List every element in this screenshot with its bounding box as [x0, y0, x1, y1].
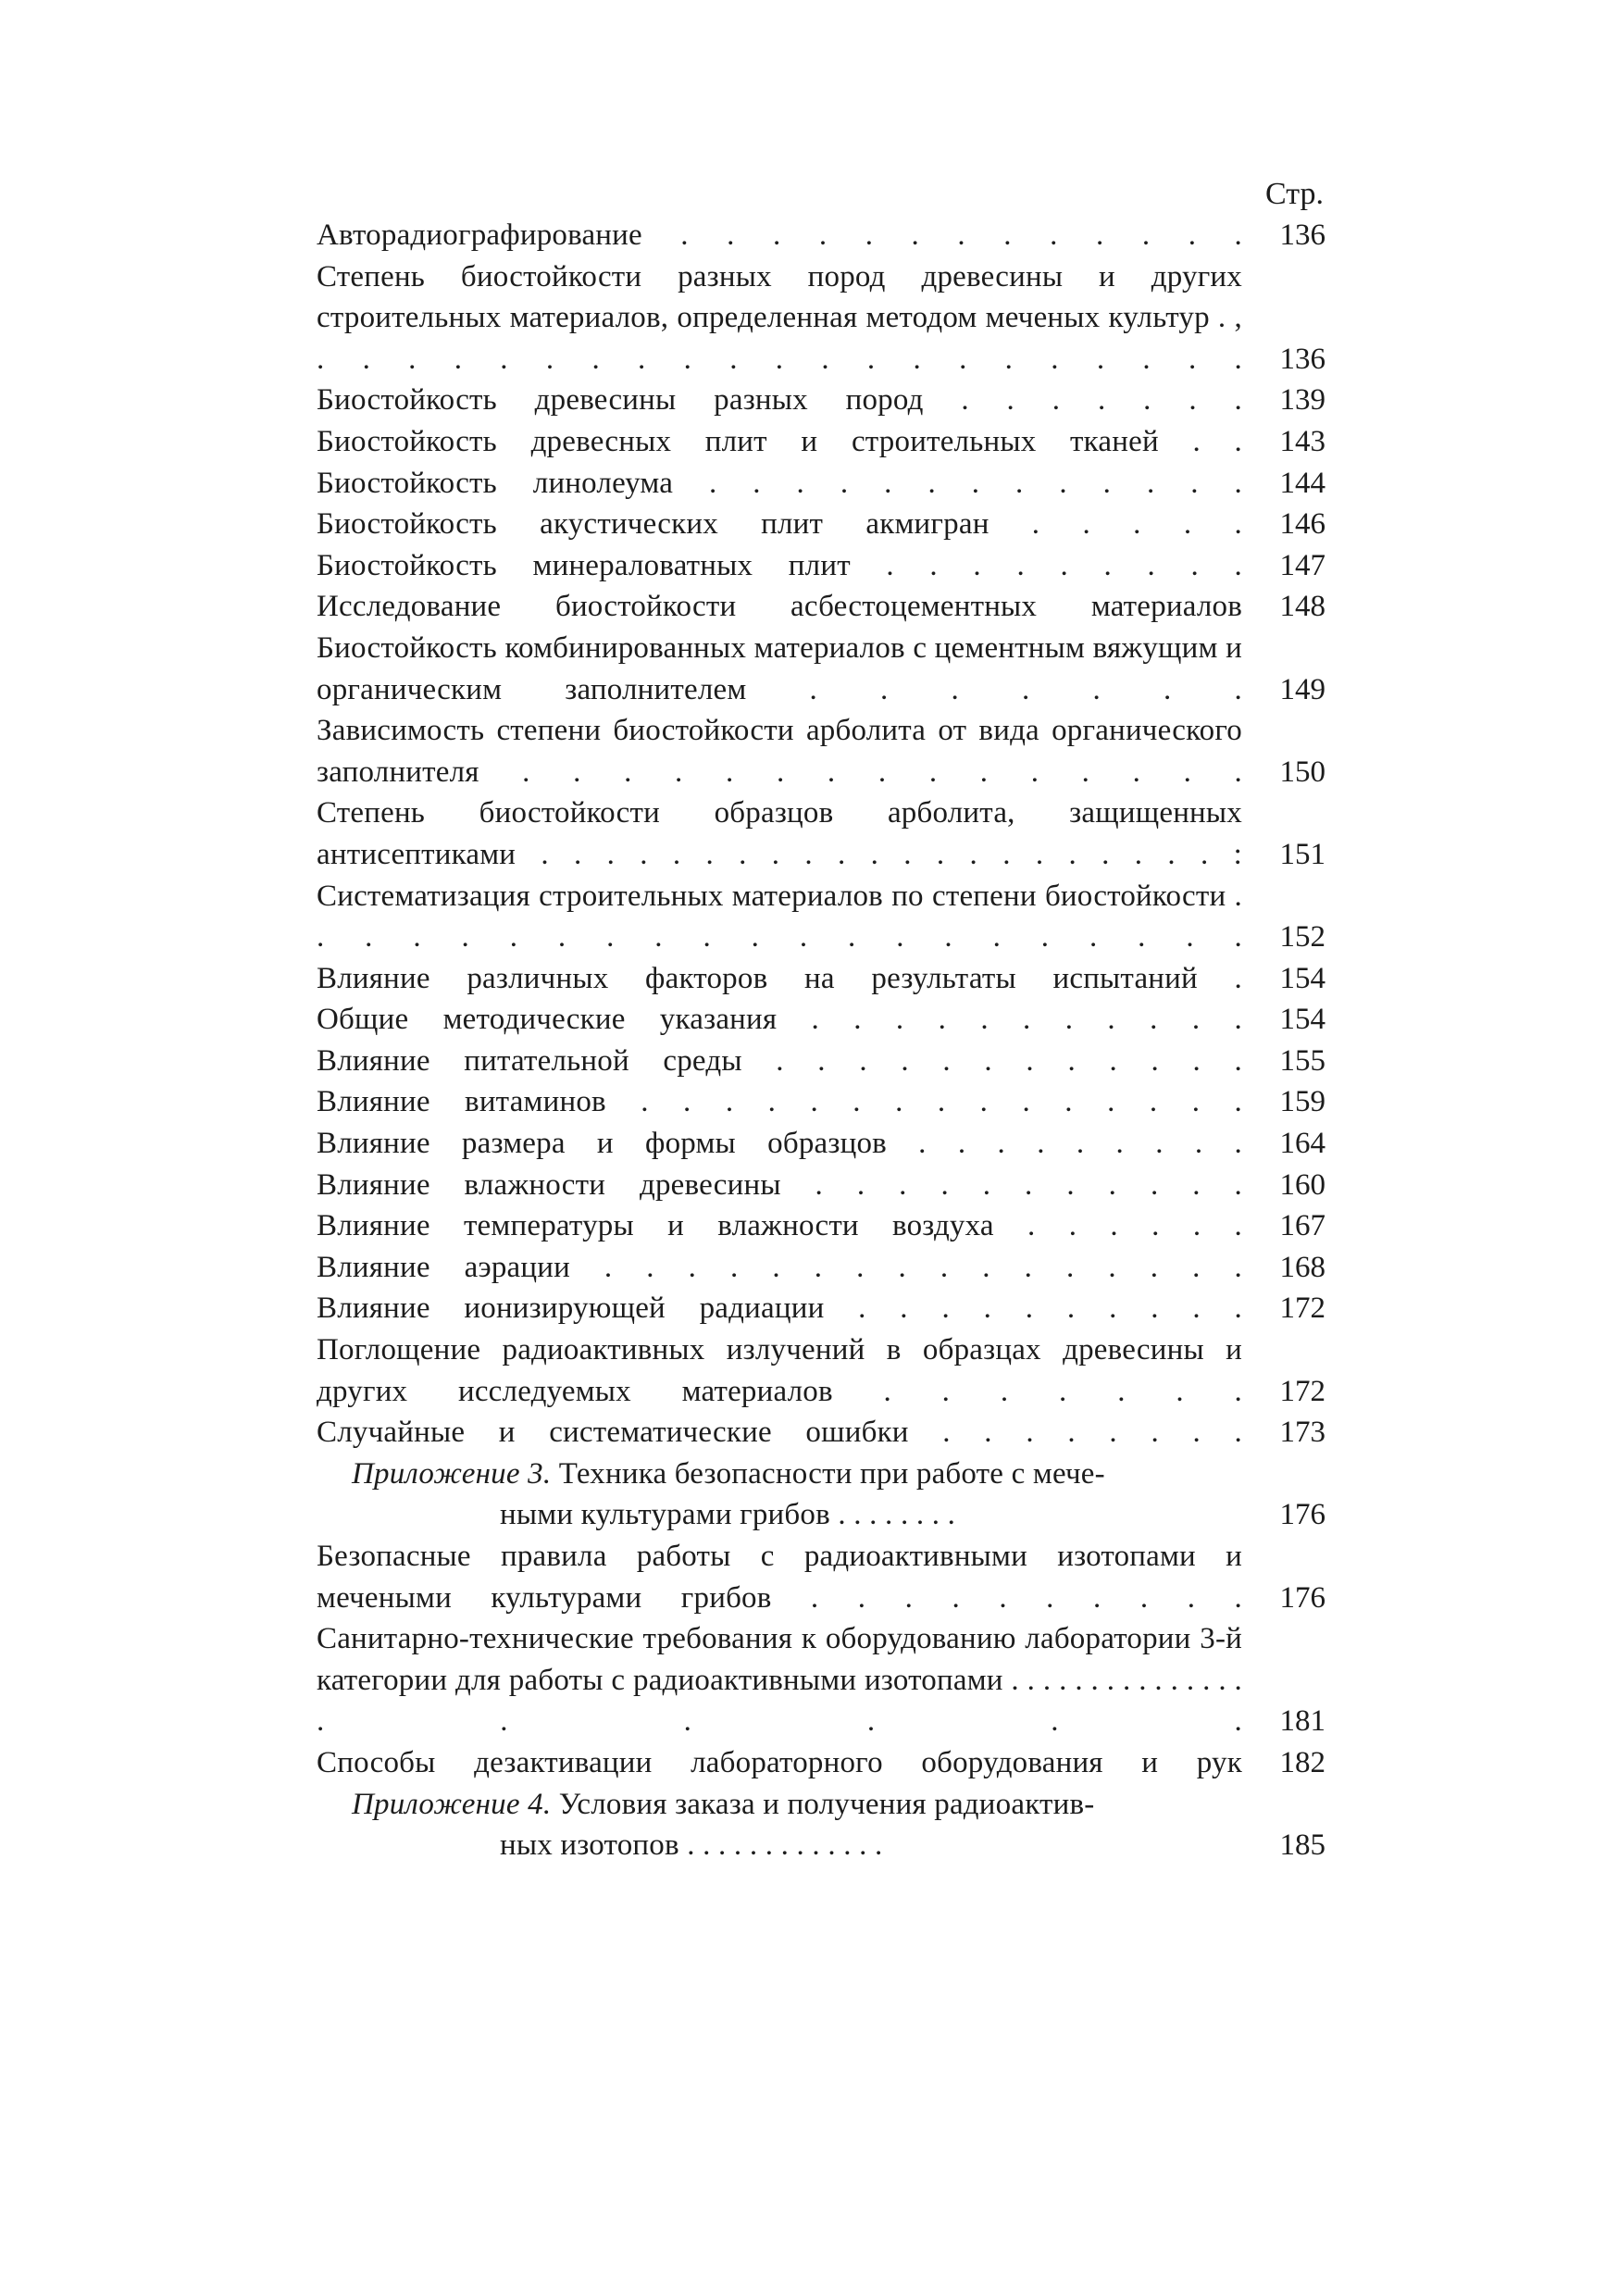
- appendix-title-line-1: Техника безопасности при работе с мече-: [558, 1456, 1105, 1491]
- toc-entry-text: Влияние различных факторов на результаты испытаний .: [317, 961, 1242, 995]
- toc-entry-text: [317, 1784, 1242, 1866]
- toc-entry-text: Способы дезактивации лабораторного оборудования и рук: [317, 1745, 1242, 1779]
- toc-entry-page-number: 172: [1279, 1292, 1326, 1326]
- toc-entry-page-number: 143: [1279, 424, 1326, 458]
- toc-entry-page-number: 172: [1279, 1374, 1326, 1408]
- toc-entries-after-appendix-3: [317, 1536, 1326, 1784]
- toc-entry: [317, 1618, 1326, 1742]
- toc-entry-page-number: 167: [1279, 1209, 1326, 1243]
- toc-entry-page-number: 176: [1279, 1498, 1326, 1532]
- toc-entry-text: Биостойкость линолеума . . . . . . . . . . . . .: [317, 466, 1242, 500]
- toc-entry-page-number: 155: [1279, 1043, 1326, 1078]
- toc-entry-text: Степень биостойкости образцов арболита, защищенных антисептиками . . . . . . . . . . . . . . . . . . . . . :: [317, 796, 1242, 871]
- toc-entry-text: Влияние размера и формы образцов . . . . . . . . .: [317, 1127, 1242, 1161]
- toc-entry-text: Биостойкость акустических плит акмигран . . . . .: [317, 507, 1242, 542]
- toc-entry-page-number: 136: [1279, 218, 1326, 252]
- toc-entry-text: Степень биостойкости разных пород древесины и других строительных материалов, определенная методом меченых культур . , . . . . . . . . . . . . . . . . . . . . .: [317, 259, 1242, 376]
- toc-entry: [317, 380, 1326, 421]
- toc-entry: [317, 1288, 1326, 1329]
- toc-entry: [317, 1329, 1326, 1412]
- toc-entry-page-number: 149: [1279, 672, 1326, 706]
- toc-entry: [317, 1165, 1326, 1206]
- toc-entry-page-number: 185: [1279, 1828, 1326, 1863]
- toc-entry-page-number: 168: [1279, 1250, 1326, 1284]
- toc-entry-text: Авторадиографирование . . . . . . . . . . . . .: [317, 218, 1242, 252]
- toc-entry-page-number: 159: [1279, 1085, 1326, 1119]
- toc-entries: [317, 215, 1326, 1454]
- toc-entry-text: Исследование биостойкости асбестоцементных материалов: [317, 590, 1242, 624]
- toc-entry-text: Поглощение радиоактивных излучений в образцах древесины и других исследуемых материалов . . . . . . .: [317, 1333, 1242, 1408]
- appendix-title-line-2: ных изотопов . . . . . . . . . . . . .: [500, 1828, 883, 1863]
- toc-entry: [317, 1412, 1326, 1454]
- toc-entry-text: Биостойкость комбинированных материалов с цементным вяжущим и органическим заполнителем . . . . . . .: [317, 630, 1242, 706]
- toc-entry-page-number: 144: [1279, 466, 1326, 500]
- appendix-title-line-2: ными культурами грибов . . . . . . . .: [500, 1498, 956, 1532]
- toc-entry-page-number: 160: [1279, 1167, 1326, 1202]
- toc-entry: [317, 876, 1326, 958]
- appendix-label: Приложение 4.: [352, 1787, 552, 1821]
- toc-entry-text: Биостойкость древесины разных пород . . . . . . .: [317, 383, 1242, 418]
- toc-entry-page-number: 146: [1279, 507, 1326, 542]
- toc-entry: [317, 999, 1326, 1041]
- toc-entry: [317, 256, 1326, 381]
- toc-entry: [317, 1536, 1326, 1618]
- toc-entry-appendix-4: [317, 1784, 1326, 1866]
- toc-entry-page-number: 147: [1279, 548, 1326, 582]
- toc-entry-text: Влияние питательной среды . . . . . . . . . . . .: [317, 1043, 1242, 1078]
- toc-entry-page-number: 148: [1279, 590, 1326, 624]
- toc-entry: [317, 545, 1326, 587]
- toc-entry: [317, 504, 1326, 545]
- table-of-contents: [317, 174, 1326, 1866]
- toc-entry-page-number: 176: [1279, 1580, 1326, 1615]
- toc-entry: [317, 215, 1326, 256]
- toc-entry-text: Зависимость степени биостойкости арболита от вида органического заполнителя . . . . . . . . . . . . . . .: [317, 714, 1242, 789]
- toc-entry-page-number: 181: [1279, 1704, 1326, 1739]
- toc-entry-page-number: 173: [1279, 1416, 1326, 1450]
- toc-entry-text: [317, 1454, 1242, 1536]
- toc-entry-page-number: 154: [1279, 1003, 1326, 1037]
- toc-entry-page-number: 139: [1279, 383, 1326, 418]
- toc-entry-page-number: 182: [1279, 1745, 1326, 1779]
- toc-entry-text: Случайные и систематические ошибки . . . . . . . .: [317, 1416, 1242, 1450]
- toc-entry: [317, 628, 1326, 710]
- appendix-label: Приложение 3.: [352, 1456, 552, 1491]
- toc-entry-text: Биостойкость минераловатных плит . . . . . . . . .: [317, 548, 1242, 582]
- toc-entry-text: Санитарно-технические требования к оборудованию лаборатории 3-й категории для работы с радиоактивными изотопами . . . . . . . . . . . . . . . . . . . . .: [317, 1622, 1242, 1739]
- toc-entry: [317, 710, 1326, 792]
- toc-entry: [317, 1205, 1326, 1247]
- toc-entry-text: Общие методические указания . . . . . . . . . . .: [317, 1003, 1242, 1037]
- toc-entry-page-number: 154: [1279, 961, 1326, 995]
- toc-entry: [317, 1247, 1326, 1289]
- toc-entry-text: Влияние витаминов . . . . . . . . . . . . . . .: [317, 1085, 1242, 1119]
- toc-entry: [317, 792, 1326, 875]
- toc-entry-text: Систематизация строительных материалов по степени биостойкости . . . . . . . . . . . . . . . . . . . . .: [317, 879, 1242, 955]
- toc-entry: [317, 421, 1326, 463]
- toc-entry: [317, 1742, 1326, 1784]
- toc-entry-appendix-3: [317, 1454, 1326, 1536]
- toc-entry-text: Биостойкость древесных плит и строительных тканей . .: [317, 424, 1242, 458]
- toc-entry-page-number: 150: [1279, 755, 1326, 789]
- toc-entry-text: Влияние ионизирующей радиации . . . . . . . . . .: [317, 1292, 1242, 1326]
- toc-entry-text: Влияние влажности древесины . . . . . . . . . . .: [317, 1167, 1242, 1202]
- toc-entry-text: Влияние температуры и влажности воздуха . . . . . .: [317, 1209, 1242, 1243]
- toc-entry: [317, 1041, 1326, 1082]
- toc-entry: [317, 1081, 1326, 1123]
- toc-entry: [317, 1123, 1326, 1165]
- toc-entry: [317, 586, 1326, 628]
- toc-entry-text: Влияние аэрации . . . . . . . . . . . . . . . .: [317, 1250, 1242, 1284]
- toc-entry-page-number: 151: [1279, 837, 1326, 871]
- toc-entry-text: Безопасные правила работы с радиоактивными изотопами и мечеными культурами грибов . . . . . . . . . .: [317, 1540, 1242, 1615]
- toc-entry: [317, 463, 1326, 505]
- toc-entry: [317, 958, 1326, 1000]
- toc-entry-page-number: 136: [1279, 342, 1326, 376]
- toc-entry-page-number: 164: [1279, 1127, 1326, 1161]
- page-column-header: Стр.: [1264, 177, 1324, 211]
- appendix-title-line-1: Условия заказа и получения радиоактив-: [558, 1787, 1095, 1821]
- toc-entry-page-number: 152: [1279, 920, 1326, 955]
